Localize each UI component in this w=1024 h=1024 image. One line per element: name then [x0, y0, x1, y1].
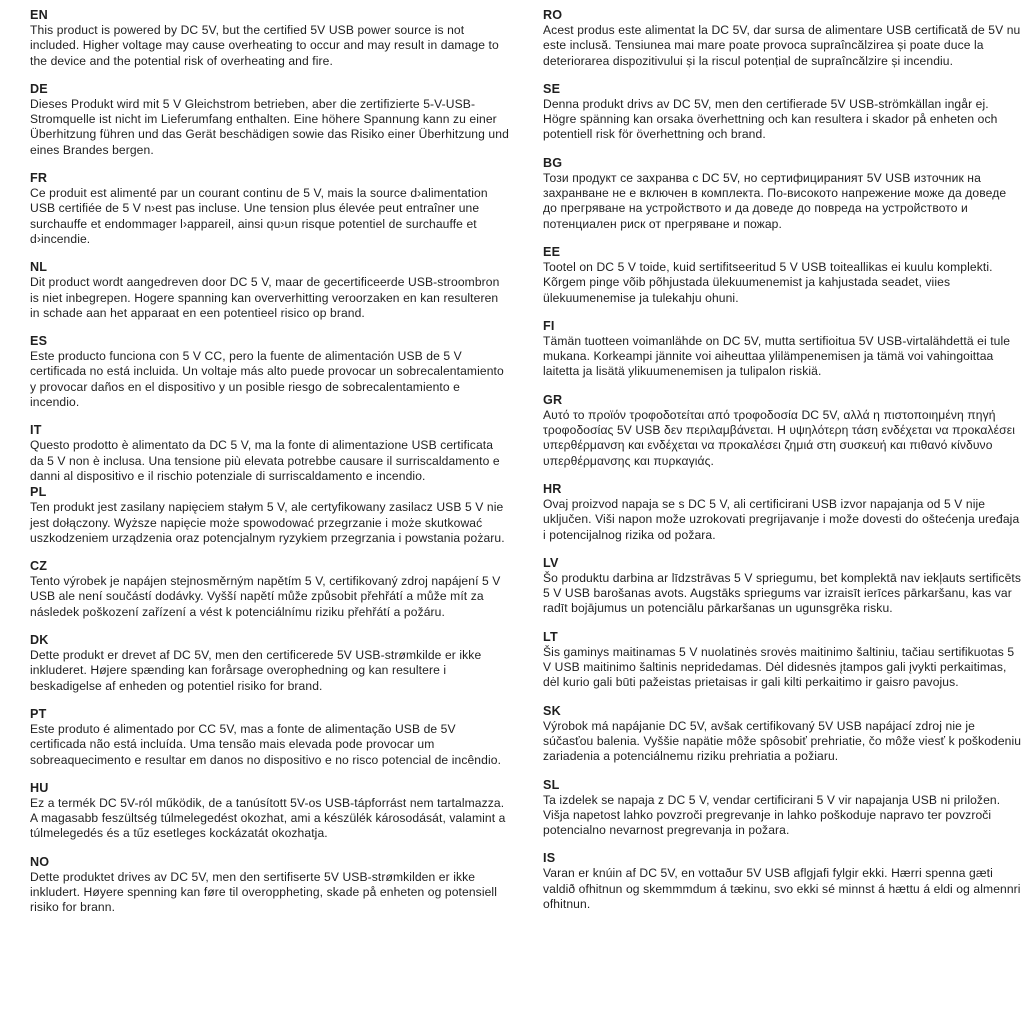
language-section-pl — [30, 485, 509, 546]
language-notice-text: Dit product wordt aangedreven door DC 5 V, maar de gecertificeerde USB-stroombron is niet inbegrepen. Hogere spanning kan oververhitting veroorzaken en kan resulteren in schade aan het apparaat en een potentieel risico op brand. — [30, 275, 500, 320]
language-code-label: LV — [543, 555, 559, 570]
language-notice-text: Dette produkt er drevet af DC 5V, men den certificerede 5V USB-strømkilde er ikke inkluderet. Højere spænding kan forårsage overophedning og kan resultere i beskadigelse af enheden og potentiel risiko for brand. — [30, 648, 482, 693]
language-notice-text: Dieses Produkt wird mit 5 V Gleichstrom betrieben, aber die zertifizierte 5-V-USB-Stromquelle ist nicht im Lieferumfang enthalten. Eine höhere Spannung kann zu einer Überhitzung führen und das Gerät beschädigen sowie das Risiko einer Überhitzung und eines Brandes bergen. — [30, 96, 509, 157]
language-section-sl — [543, 778, 1022, 839]
language-notice-text: Ten produkt jest zasilany napięciem stałym 5 V, ale certyfikowany zasilacz USB 5 V nie jest dołączony. Wyższe napięcie może spowodować przegrzanie i może skutkować uszkodzeniem urządzenia oraz potencjalnym ryzykiem przegrzania i powstania pożaru. — [30, 500, 505, 545]
language-notice-text: Este producto funciona con 5 V CC, pero la fuente de alimentación USB de 5 V certificada no está incluida. Un voltaje más alto puede provocar un sobrecalentamiento y provocar daños en el dispositivo y un posible riesgo de sobrecalentamiento e incendio. — [30, 349, 504, 410]
language-section-lv — [543, 556, 1022, 617]
language-section-cz — [30, 559, 509, 620]
language-section-no — [30, 855, 509, 916]
language-code-label: SE — [543, 81, 561, 96]
language-section-gr — [543, 393, 1022, 469]
language-code-label: CZ — [30, 559, 48, 574]
language-section-en — [30, 8, 509, 69]
language-notice-text: Acest produs este alimentat la DC 5V, dar sursa de alimentare USB certificată de 5V nu este inclusă. Tensiunea mai mare poate provoca supraîncălzirea și poate duce la deteriorarea dispozitivului și la riscul potențial de supraîncălzire și incendiu. — [543, 23, 1021, 68]
language-code-label: HU — [30, 780, 49, 795]
language-code-label: GR — [543, 392, 563, 407]
language-notice-text: Ta izdelek se napaja z DC 5 V, vendar certificirani 5 V vir napajanja USB ni priložen. Višja napetost lahko povzroči pregrevanje in lahko poškoduje napravo ter povzroči potencialno nevarnost pregrevanja in požara. — [543, 792, 1001, 838]
language-notice-text: Tämän tuotteen voimanlähde on DC 5V, mutta sertifioitua 5V USB-virtalähdettä ei tule mukana. Korkeampi jännite voi aiheuttaa ylilämpenemisen ja tämä voi vahingoittaa laitetta ja lisätä ylikuumenemisen ja tulipalon riskiä. — [543, 333, 1011, 379]
language-section-hr — [543, 482, 1022, 543]
language-section-de — [30, 82, 509, 158]
language-code-label: BG — [543, 155, 563, 170]
language-section-hu — [30, 781, 509, 842]
language-section-pt — [30, 707, 509, 768]
language-notice-text: Ce produit est alimenté par un courant continu de 5 V, mais la source d›alimentation USB certifiée de 5 V n›est pas incluse. Une tension plus élevée peut entraîner une surchauffe et endommager l›appareil, ainsi qu›un risque potentiel de surchauffe et d›incendie. — [30, 186, 488, 246]
language-code-label: HR — [543, 481, 562, 496]
language-section-se — [543, 82, 1022, 143]
language-section-ee — [543, 245, 1022, 306]
language-section-fi — [543, 319, 1022, 380]
language-notice-text: Dette produktet drives av DC 5V, men den sertifiserte 5V USB-strømkilden er ikke inkludert. Høyere spenning kan føre til overoppheting, skade på enheten og potensiell risiko for brann. — [30, 869, 498, 915]
language-section-nl — [30, 260, 509, 321]
language-code-label: EN — [30, 8, 48, 22]
language-notice-text: This product is powered by DC 5V, but the certified 5V USB power source is not included. Higher voltage may cause overheating to occur and may result in damage to the device and the potential risk of overheating and fire. — [30, 23, 499, 68]
language-notice-text: Ovaj proizvod napaja se s DC 5 V, ali certificirani USB izvor napajanja od 5 V nije uključen. Viši napon može uzrokovati pregrijavanje i može dovesti do oštećenja uređaja i potencijalnog rizika od požara. — [543, 496, 1020, 542]
language-code-label: LT — [543, 629, 558, 644]
language-code-label: SL — [543, 777, 560, 792]
language-section-fr — [30, 171, 509, 247]
language-section-it — [30, 423, 509, 484]
language-notice-text: Tento výrobek je napájen stejnosměrným napětím 5 V, certifikovaný zdroj napájení 5 V USB ale není součástí dodávky. Vyšší napětí může způsobit přehřátí a může mít za následek poškození zařízení a vést k potenciálnímu riziku přehřátí a požáru. — [30, 574, 501, 619]
language-notice-text: Este produto é alimentado por CC 5V, mas a fonte de alimentação USB de 5V certificada não está incluída. Uma tensão mais elevada pode provocar um sobreaquecimento e resultar em danos no dispositivo e no risco potencial de incêndio. — [30, 721, 502, 767]
language-code-label: ES — [30, 334, 48, 349]
language-notice-text: Denna produkt drivs av DC 5V, men den certifierade 5V USB-strömkällan ingår ej. Högre spänning kan orsaka överhettning och kan resultera i skador på enheten och potentiell risk för överhettning och brand. — [543, 96, 998, 142]
language-code-label: SK — [543, 703, 561, 718]
language-section-dk — [30, 633, 509, 694]
language-code-label: DE — [30, 81, 48, 96]
right-column — [543, 8, 1022, 1016]
language-notice-text: Този продукт се захранва с DC 5V, но сертифицираният 5V USB източник на захранване не е включен в комплекта. По-високото напрежение може да доведе до прегряване на устройството и да доведе до повреда на устройството и потенциален риск от прегряване и пожар. — [543, 170, 1007, 231]
language-section-lt — [543, 630, 1022, 691]
language-section-sk — [543, 704, 1022, 765]
language-code-label: NO — [30, 854, 50, 869]
language-code-label: FI — [543, 318, 555, 333]
language-section-is — [543, 851, 1022, 912]
language-code-label: PT — [30, 706, 47, 721]
language-section-es — [30, 334, 509, 410]
language-notice-text: Αυτό το προϊόν τροφοδοτείται από τροφοδοσία DC 5V, αλλά η πιστοποιημένη πηγή τροφοδοσίας 5V USB δεν περιλαμβάνεται. Η υψηλότερη τάση ενδέχεται να προκαλέσει υπερθέρμανση και ενδέχεται να προκαλέσει ζημιά στη συσκευή και πιθανό κίνδυνο υπερθέρμανσης και πυρκαγιάς. — [543, 407, 1015, 468]
language-notice-text: Šis gaminys maitinamas 5 V nuolatinės srovės maitinimo šaltiniu, tačiau sertifikuotas 5 V USB maitinimo šaltinis nepridedamas. Dėl didesnės įtampos gali įvykti perkaitimas, dėl kurio gali būti pažeistas prietaisas ir gali kilti perkaitimo ir gaisro pavojus. — [543, 644, 1015, 690]
language-notice-text: Questo prodotto è alimentato da DC 5 V, ma la fonte di alimentazione USB certificata da 5 V non è inclusa. Una tensione più elevata potrebbe causare il surriscaldamento e danni al dispositivo e il rischio potenziale di surriscaldamento e incendio. — [30, 438, 500, 483]
language-code-label: EE — [543, 244, 561, 259]
language-code-label: FR — [30, 171, 48, 186]
left-column — [30, 8, 509, 1016]
language-section-bg — [543, 156, 1022, 232]
language-code-label: IS — [543, 851, 556, 866]
language-code-label: IT — [30, 423, 42, 438]
language-code-label: PL — [30, 485, 47, 500]
language-notice-text: Šo produktu darbina ar līdzstrāvas 5 V spriegumu, bet komplektā nav iekļauts sertificēts 5 V USB barošanas avots. Augstāks spriegums var izraisīt ierīces pārkaršanu, kas var radīt bojājumus un potenciālu pārkaršanas un ugunsgrēka risku. — [543, 570, 1021, 616]
language-notice-text: Výrobok má napájanie DC 5V, avšak certifikovaný 5V USB napájací zdroj nie je súčasťou balenia. Vyššie napätie môže spôsobiť prehriatie, čo môže viesť k poškodeniu zariadenia a potenciálnemu riziku prehriatia a požiaru. — [543, 718, 1022, 764]
language-section-ro — [543, 8, 1022, 69]
language-notice-text: Ez a termék DC 5V-ról működik, de a tanúsított 5V-os USB-tápforrást nem tartalmazza. A magasabb feszültség túlmelegedést okozhat, ami a készülék károsodását, valamint a túlmelegedés és a tűz esetleges kockázatát okozhatja. — [30, 795, 506, 841]
language-notice-text: Tootel on DC 5 V toide, kuid sertifitseeritud 5 V USB toiteallikas ei kuulu komplekti. Kõrgem pinge võib põhjustada ülekuumenemist ja kahjustada seadet, viies ülekuumenemise ja tulekahju ohuni. — [543, 259, 993, 305]
language-code-label: RO — [543, 8, 563, 22]
language-notice-text: Varan er knúin af DC 5V, en vottaður 5V USB aflgjafi fylgir ekki. Hærri spenna gæti valdið ofhitnun og skemmmdum á tækinu, svo ekki sé minnst á hættu á eldi og almennri ofhitnun. — [543, 866, 1021, 911]
language-code-label: NL — [30, 260, 48, 275]
language-code-label: DK — [30, 633, 49, 648]
